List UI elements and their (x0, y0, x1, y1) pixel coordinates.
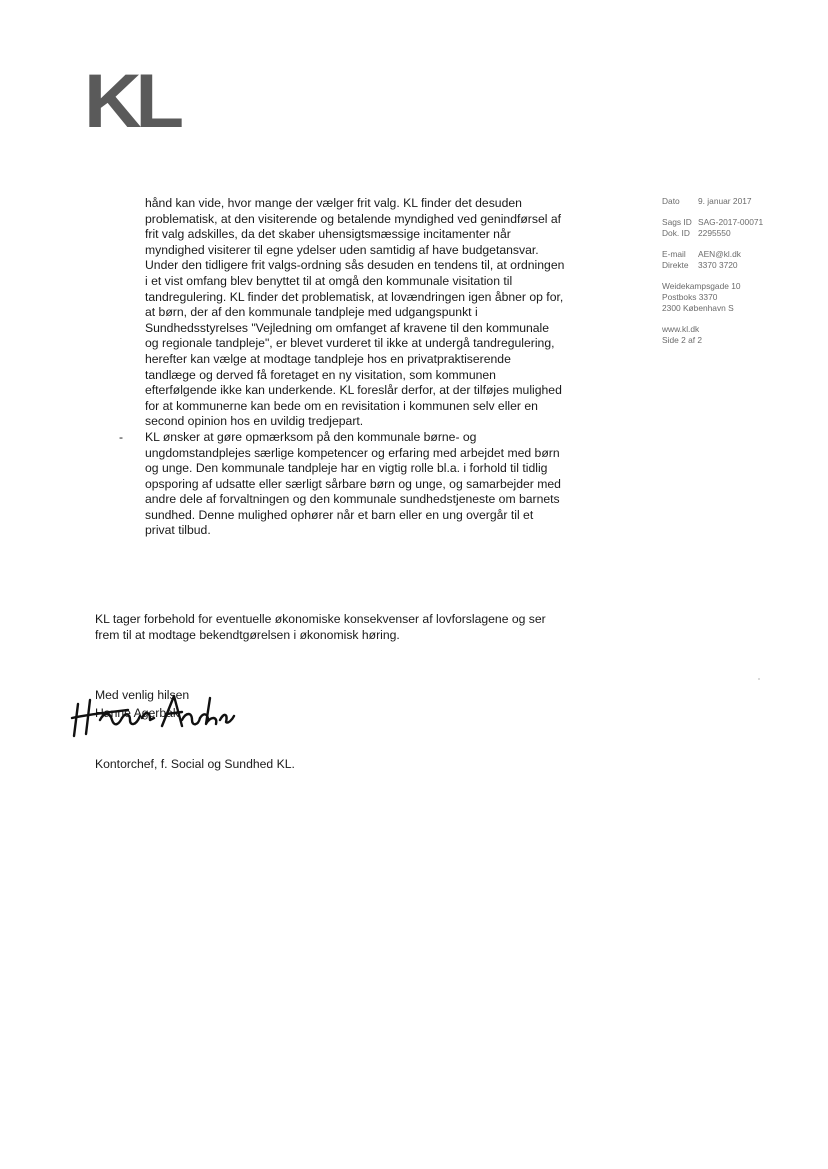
bullet-dash: - (119, 429, 124, 444)
address-line: 2300 København S (662, 303, 734, 313)
direkte-label: Direkte (662, 260, 689, 270)
sidebar-metadata (662, 196, 763, 346)
scan-speck (758, 678, 760, 680)
page-number: Side 2 af 2 (662, 335, 703, 345)
address-line: Postboks 3370 (662, 292, 718, 302)
letter-body (119, 196, 565, 539)
sags-id-label: Sags ID (662, 217, 692, 227)
email-row (662, 249, 763, 260)
website: www.kl.dk (662, 324, 700, 334)
dok-id-label: Dok. ID (662, 228, 690, 238)
dato-label: Dato (662, 196, 680, 206)
bullet-text: KL ønsker at gøre opmærksom på den kommunale børne- og ungdomstandplejes særlige kompetencer og erfaring med arbejdet med børn og unge. Den kommunale tandpleje har en vigtig rolle bl.a. i forhold til tidlig opsporing af udsatte eller særligt sårbare børn og unge, og samarbejder med andre dele af forvaltningen og den kommunale sundhedstjeneste om barnets sundhed. Denne mulighed ophører når et barn eller en ung overgår til et privat tilbud. (145, 429, 561, 538)
address-line: Weidekampsgade 10 (662, 281, 741, 291)
handwritten-signature (70, 690, 240, 740)
bullet-item (119, 429, 565, 539)
closing-paragraph: KL tager forbehold for eventuelle økonomiske konsekvenser af lovforslagene og ser frem til at modtage bekendtgørelsen i økonomisk høring. (95, 612, 546, 642)
signer-title: Kontorchef, f. Social og Sundhed KL. (95, 757, 295, 771)
greeting: Med venlig hilsen (95, 688, 190, 702)
direkte-value: 3370 3720 (698, 260, 738, 270)
dok-id-value: 2295550 (698, 228, 731, 238)
dok-id-row (662, 228, 763, 239)
dato-value: 9. januar 2017 (698, 196, 752, 206)
email-label: E-mail (662, 249, 686, 259)
signer-name: Hanne Agerbak (95, 706, 180, 720)
dato-row (662, 196, 763, 207)
sags-id-row (662, 217, 763, 228)
body-paragraph: hånd kan vide, hvor mange der vælger frit valg. KL finder det desuden problematisk, at den visiterende og betalende myndighed ved genindførsel af frit valg adskilles, da det skaber uhensigtsmæssige incitamenter når myndighed visiterer til egne ydelser uden samtidig af have budgetansvar. Under den tidligere frit valgs-ordning sås desuden en tendens til, at ordningen i et vist omfang blev benyttet til at omgå den kommunale visitation til tandregulering. KL finder det problematisk, at lovændringen igen åbner op for, at børn, der af den kommunale tandpleje med udgangspunkt i Sundhedsstyrelses "Vejledning om omfanget af kravene til den kommunale og regionale tandpleje", er blevet vurderet til ikke at undergå tandregulering, herefter kan vælge at modtage tandpleje hos en privatpraktiserende tandlæge og derved få foretaget en ny visitation, som kommunen efterfølgende ikke kan underkende. KL foreslår derfor, at der tilføjes mulighed for at kommunerne kan bede om en revisitation i kommunen selv eller en second opinion hos en uvildig tredjepart. (145, 196, 565, 429)
email-value: AEN@kl.dk (698, 249, 741, 259)
sags-id-value: SAG-2017-00071 (698, 217, 764, 227)
kl-logo: KL (84, 59, 178, 144)
direkte-row (662, 260, 763, 271)
